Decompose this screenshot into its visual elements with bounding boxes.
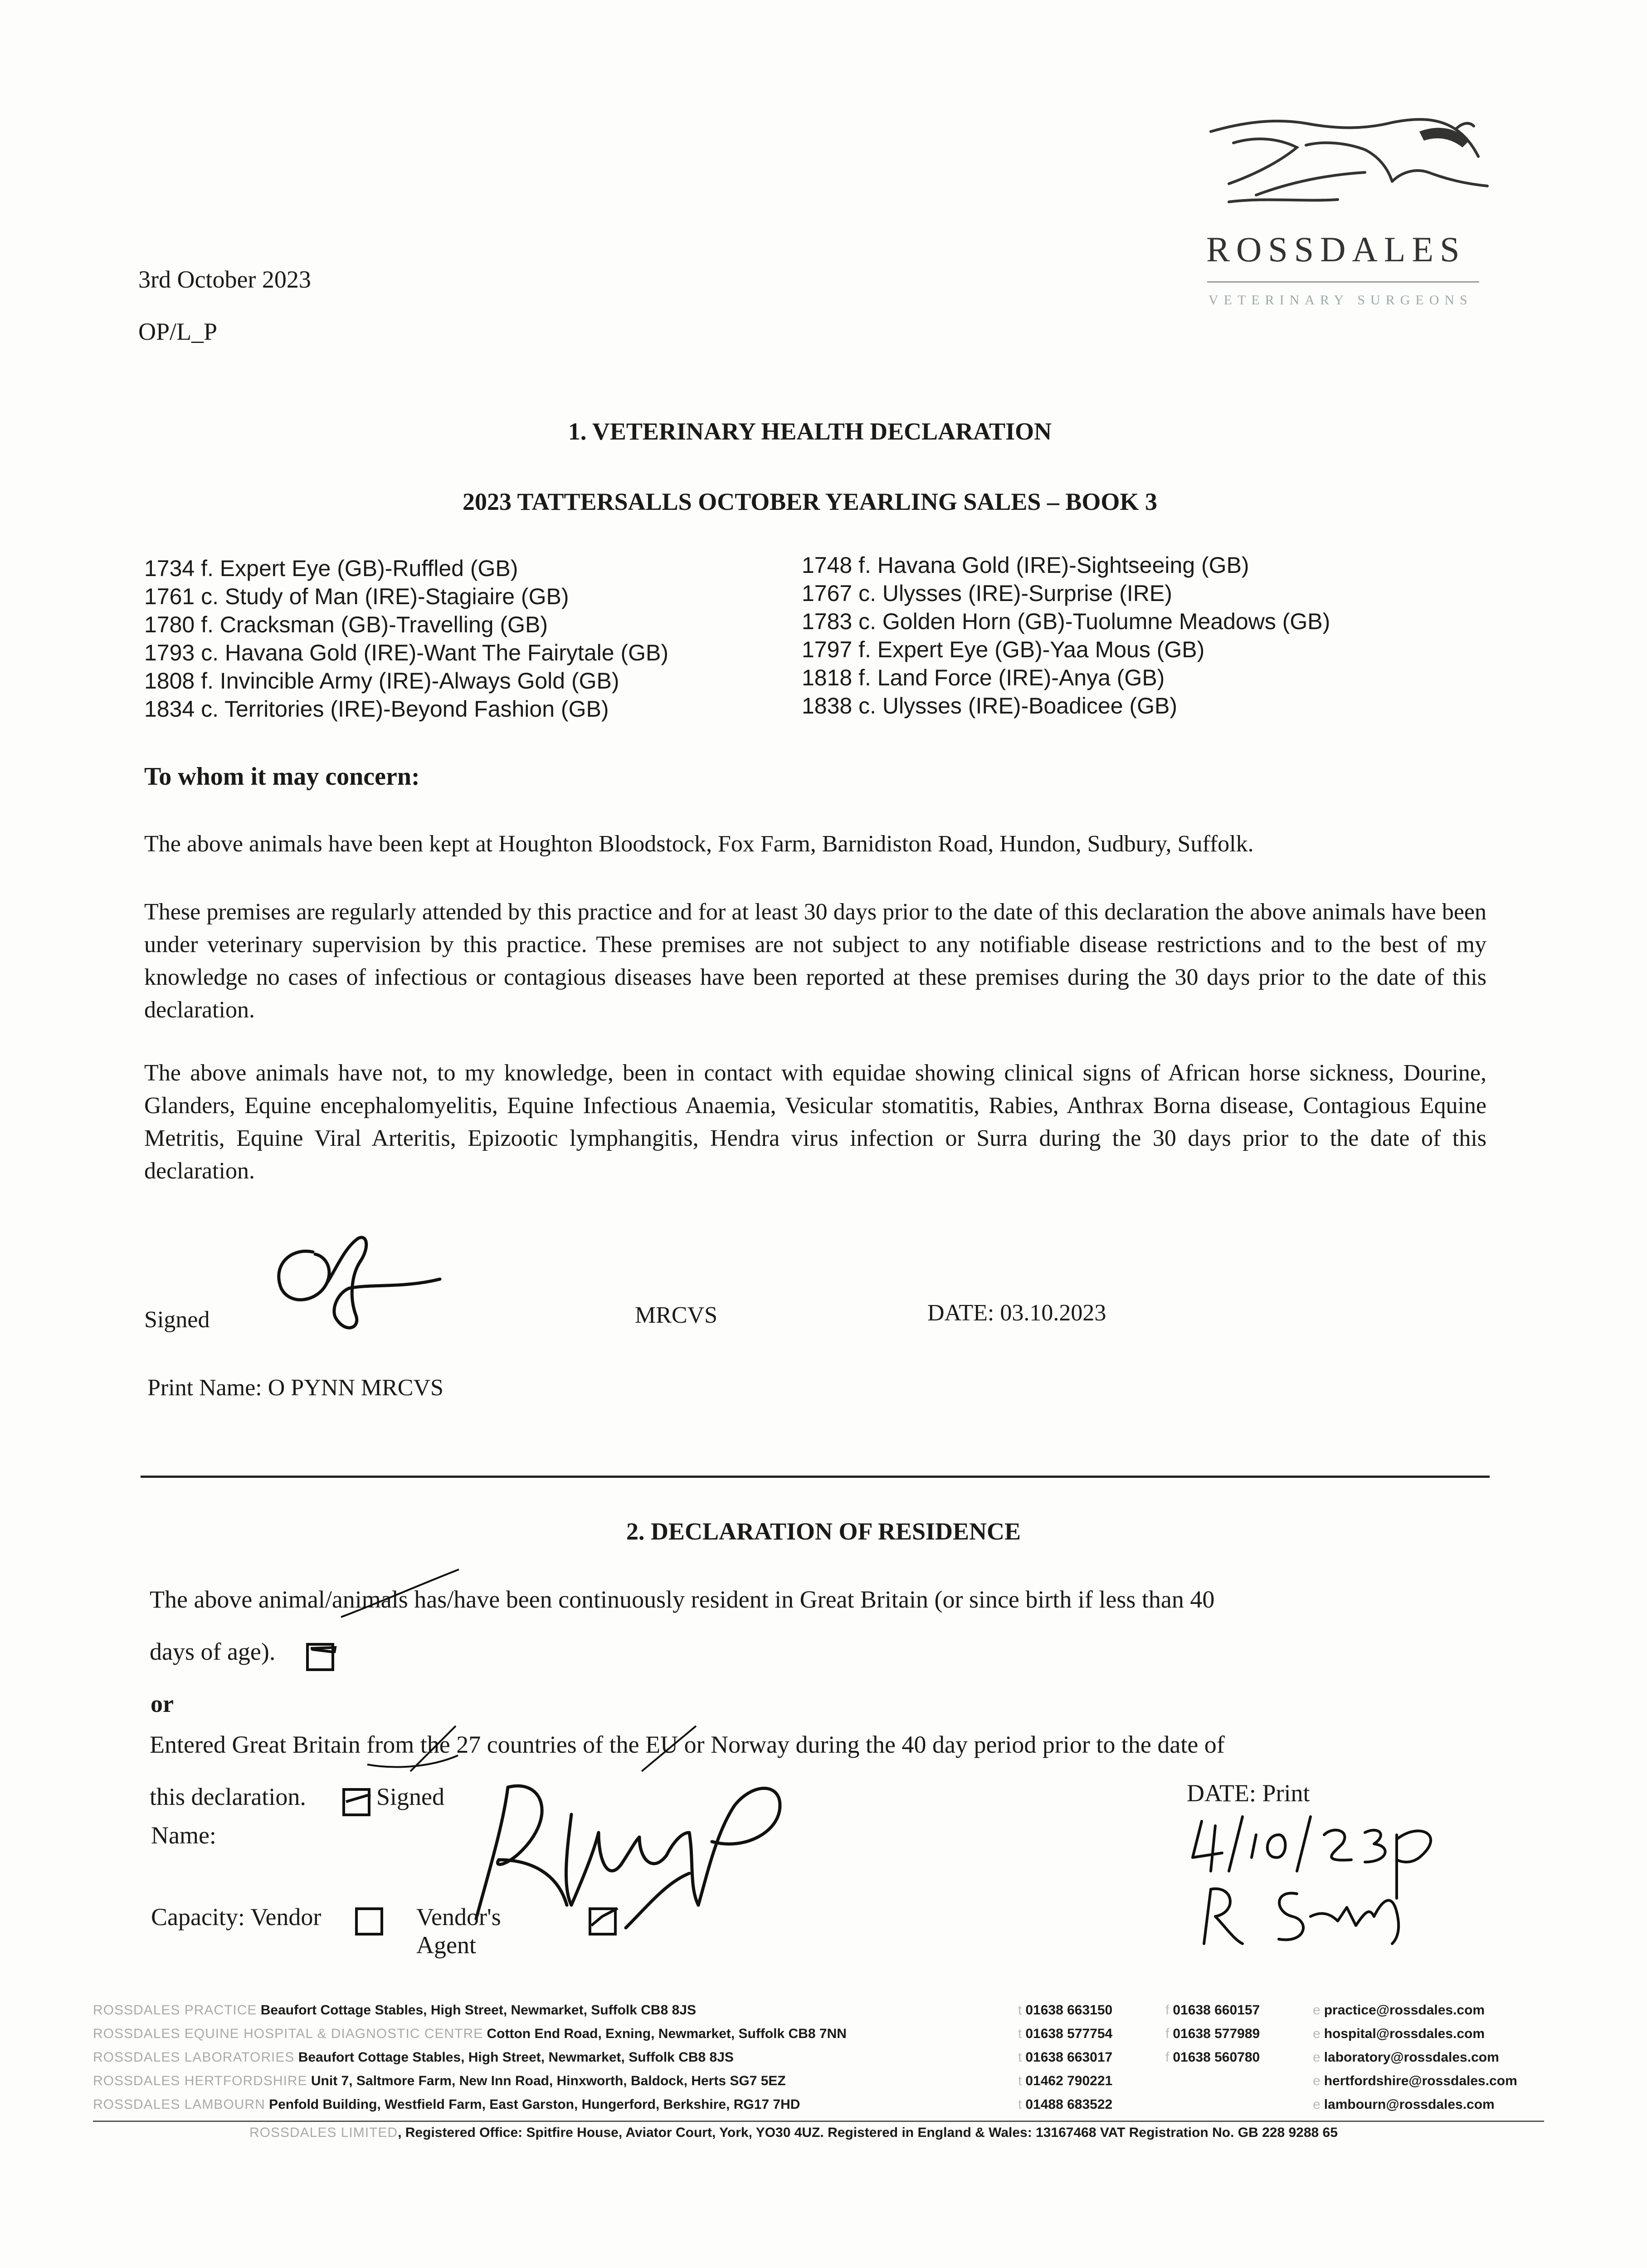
vet-declaration-date: DATE: 03.10.2023: [927, 1300, 1106, 1326]
entry-statement-tail: this declaration.: [150, 1783, 306, 1810]
footer-office-row: ROSSDALES HERTFORDSHIRE Unit 7, Saltmore Farm, New Inn Road, Hinxworth, Baldock, Herts SG7 5EZ t 01462 790221 e hertfordshire@rossdales.com: [93, 2073, 1517, 2088]
logo-divider: [1207, 281, 1479, 283]
footer-office-row: ROSSDALES EQUINE HOSPITAL & DIAGNOSTIC CENTRE Cotton End Road, Exning, Newmarket, Suffolk CB8 7NN t 01638 577754 f 01638 577989 e hospital@rossdales.com: [93, 2026, 1485, 2041]
salutation: To whom it may concern:: [144, 763, 420, 791]
strikethrough-mark: [406, 1724, 460, 1774]
footer-divider: [93, 2121, 1544, 2122]
horse-entry: 1748 f. Havana Gold (IRE)-Sightseeing (GB): [802, 552, 1249, 578]
residence-statement-line1: The above animal/animals has/have been continuously resident in Great Britain (or since birth if less than 40: [150, 1586, 1215, 1613]
registered-office-line: ROSSDALES LIMITED, Registered Office: Spitfire House, Aviator Court, York, YO30 4UZ. Registered in England & Wales: 13167468 VAT Registration No. GB 228 9288 65: [249, 2125, 1338, 2140]
strikethrough-mark: [336, 1567, 463, 1622]
residence-statement-line2: [150, 1637, 275, 1666]
vet-signature: [258, 1220, 472, 1338]
email-link[interactable]: laboratory@rossdales.com: [1324, 2050, 1499, 2065]
horse-entry: 1780 f. Cracksman (GB)-Travelling (GB): [144, 612, 548, 637]
residence-date-print-label: DATE: Print: [1187, 1779, 1310, 1807]
vet-print-name: Print Name: O PYNN MRCVS: [147, 1375, 443, 1401]
vendor-signature: [453, 1769, 853, 1941]
footer-office-row: ROSSDALES PRACTICE Beaufort Cottage Stables, High Street, Newmarket, Suffolk CB8 8JS t 01638 663150 f 01638 660157 e practice@rossdales.com: [93, 2003, 1485, 2018]
supervision-paragraph: These premises are regularly attended by this practice and for at least 30 days prior to the date of this declaration the above animals have been under veterinary supervision by this practice. These premises are not subject to any notifiable disease restrictions and to the best of my knowledge no cases of infectious or contagious diseases have been reported at these premises during the 30 days prior to the date of this declaration.: [144, 899, 1486, 1023]
residence-signed-label: Signed: [376, 1783, 445, 1810]
capacity-row: [151, 1903, 501, 1959]
check-mark-icon: [306, 1643, 338, 1675]
premises-paragraph: The above animals have been kept at Houghton Bloodstock, Fox Farm, Barnidiston Road, Hundon, Sudbury, Suffolk.: [144, 831, 1254, 857]
horse-entry: 1783 c. Golden Horn (GB)-Tuolumne Meadows (GB): [802, 609, 1330, 634]
entry-statement-line1: Entered Great Britain from the 27 countries of the EU or Norway during the 40 day period prior to the date of: [150, 1731, 1225, 1758]
horse-entry: 1761 c. Study of Man (IRE)-Stagiaire (GB): [144, 584, 569, 609]
document-reference: OP/L_P: [138, 318, 218, 345]
horse-entry: 1793 c. Havana Gold (IRE)-Want The Fairytale (GB): [144, 640, 668, 665]
residence-checkbox[interactable]: [306, 1643, 334, 1671]
horse-entry: 1838 c. Ulysses (IRE)-Boadicee (GB): [802, 693, 1178, 719]
or-label: or: [151, 1690, 174, 1717]
horse-entry: 1808 f. Invincible Army (IRE)-Always Gold (GB): [144, 668, 619, 694]
horse-list-right: [802, 551, 1330, 720]
section-divider: [141, 1476, 1490, 1478]
document-date: 3rd October 2023: [138, 266, 311, 293]
capacity-vendor-label: Capacity: Vendor: [151, 1903, 322, 1931]
entry-statement-line2: [150, 1783, 445, 1811]
vendor-agent-label: Vendor's Agent: [416, 1903, 501, 1959]
horse-entry: 1834 c. Territories (IRE)-Beyond Fashion (GB): [144, 696, 609, 722]
email-link[interactable]: hospital@rossdales.com: [1324, 2026, 1485, 2041]
horse-entry: 1818 f. Land Force (IRE)-Anya (GB): [802, 665, 1165, 690]
section2-title: 2. DECLARATION OF RESIDENCE: [626, 1518, 1021, 1545]
email-link[interactable]: hertfordshire@rossdales.com: [1324, 2073, 1517, 2088]
strikethrough-mark: [633, 1724, 701, 1774]
email-link[interactable]: practice@rossdales.com: [1324, 2003, 1485, 2018]
residence-name-label: Name:: [151, 1822, 216, 1849]
footer-office-row: ROSSDALES LABORATORIES Beaufort Cottage Stables, High Street, Newmarket, Suffolk CB8 8JS t 01638 663017 f 01638 560780 e laboratory@rossdales.com: [93, 2050, 1499, 2065]
logo-tagline: VETERINARY SURGEONS: [1208, 293, 1473, 308]
horse-entry: 1734 f. Expert Eye (GB)-Ruffled (GB): [144, 556, 518, 581]
section1-title: 1. VETERINARY HEALTH DECLARATION: [568, 418, 1052, 445]
vendor-agent-checkbox[interactable]: [589, 1907, 617, 1936]
footer-office-row: ROSSDALES LAMBOURN Penfold Building, Westfield Farm, East Garston, Hungerford, Berkshire, RG17 7HD t 01488 683522 e lambourn@rossdales.com: [93, 2097, 1495, 2112]
check-mark-icon: [589, 1907, 620, 1939]
residence-statement-tail: days of age).: [150, 1638, 276, 1665]
horse-entry: 1767 c. Ulysses (IRE)-Surprise (IRE): [802, 581, 1172, 606]
horse-entry: 1797 f. Expert Eye (GB)-Yaa Mous (GB): [802, 637, 1205, 662]
check-mark-icon: [342, 1788, 374, 1820]
vendor-checkbox[interactable]: [355, 1907, 383, 1936]
handwritten-date-and-name: [1184, 1808, 1465, 1953]
entry-checkbox[interactable]: [342, 1788, 370, 1816]
horse-list-left: [144, 554, 668, 723]
mrcvs-label: MRCVS: [635, 1302, 718, 1328]
logo-wordmark: ROSSDALES: [1206, 230, 1466, 269]
email-link[interactable]: lambourn@rossdales.com: [1324, 2097, 1495, 2112]
vet-signed-label: Signed: [144, 1307, 210, 1333]
rossdales-horse-logo: [1202, 104, 1492, 318]
disease-contact-paragraph: The above animals have not, to my knowledge, been in contact with equidae showing clinical signs of African horse sickness, Dourine, Glanders, Equine encephalomyelitis, Equine Infectious Anaemia, Vesicular stomatitis, Rabies, Anthrax Borna disease, Contagious Equine Metritis, Equine Viral Arteritis, Epizootic lymphangitis, Hendra virus infection or Surra during the 30 days prior to the date of this declaration.: [144, 1060, 1486, 1184]
sale-title: 2023 TATTERSALLS OCTOBER YEARLING SALES – BOOK 3: [463, 488, 1157, 515]
